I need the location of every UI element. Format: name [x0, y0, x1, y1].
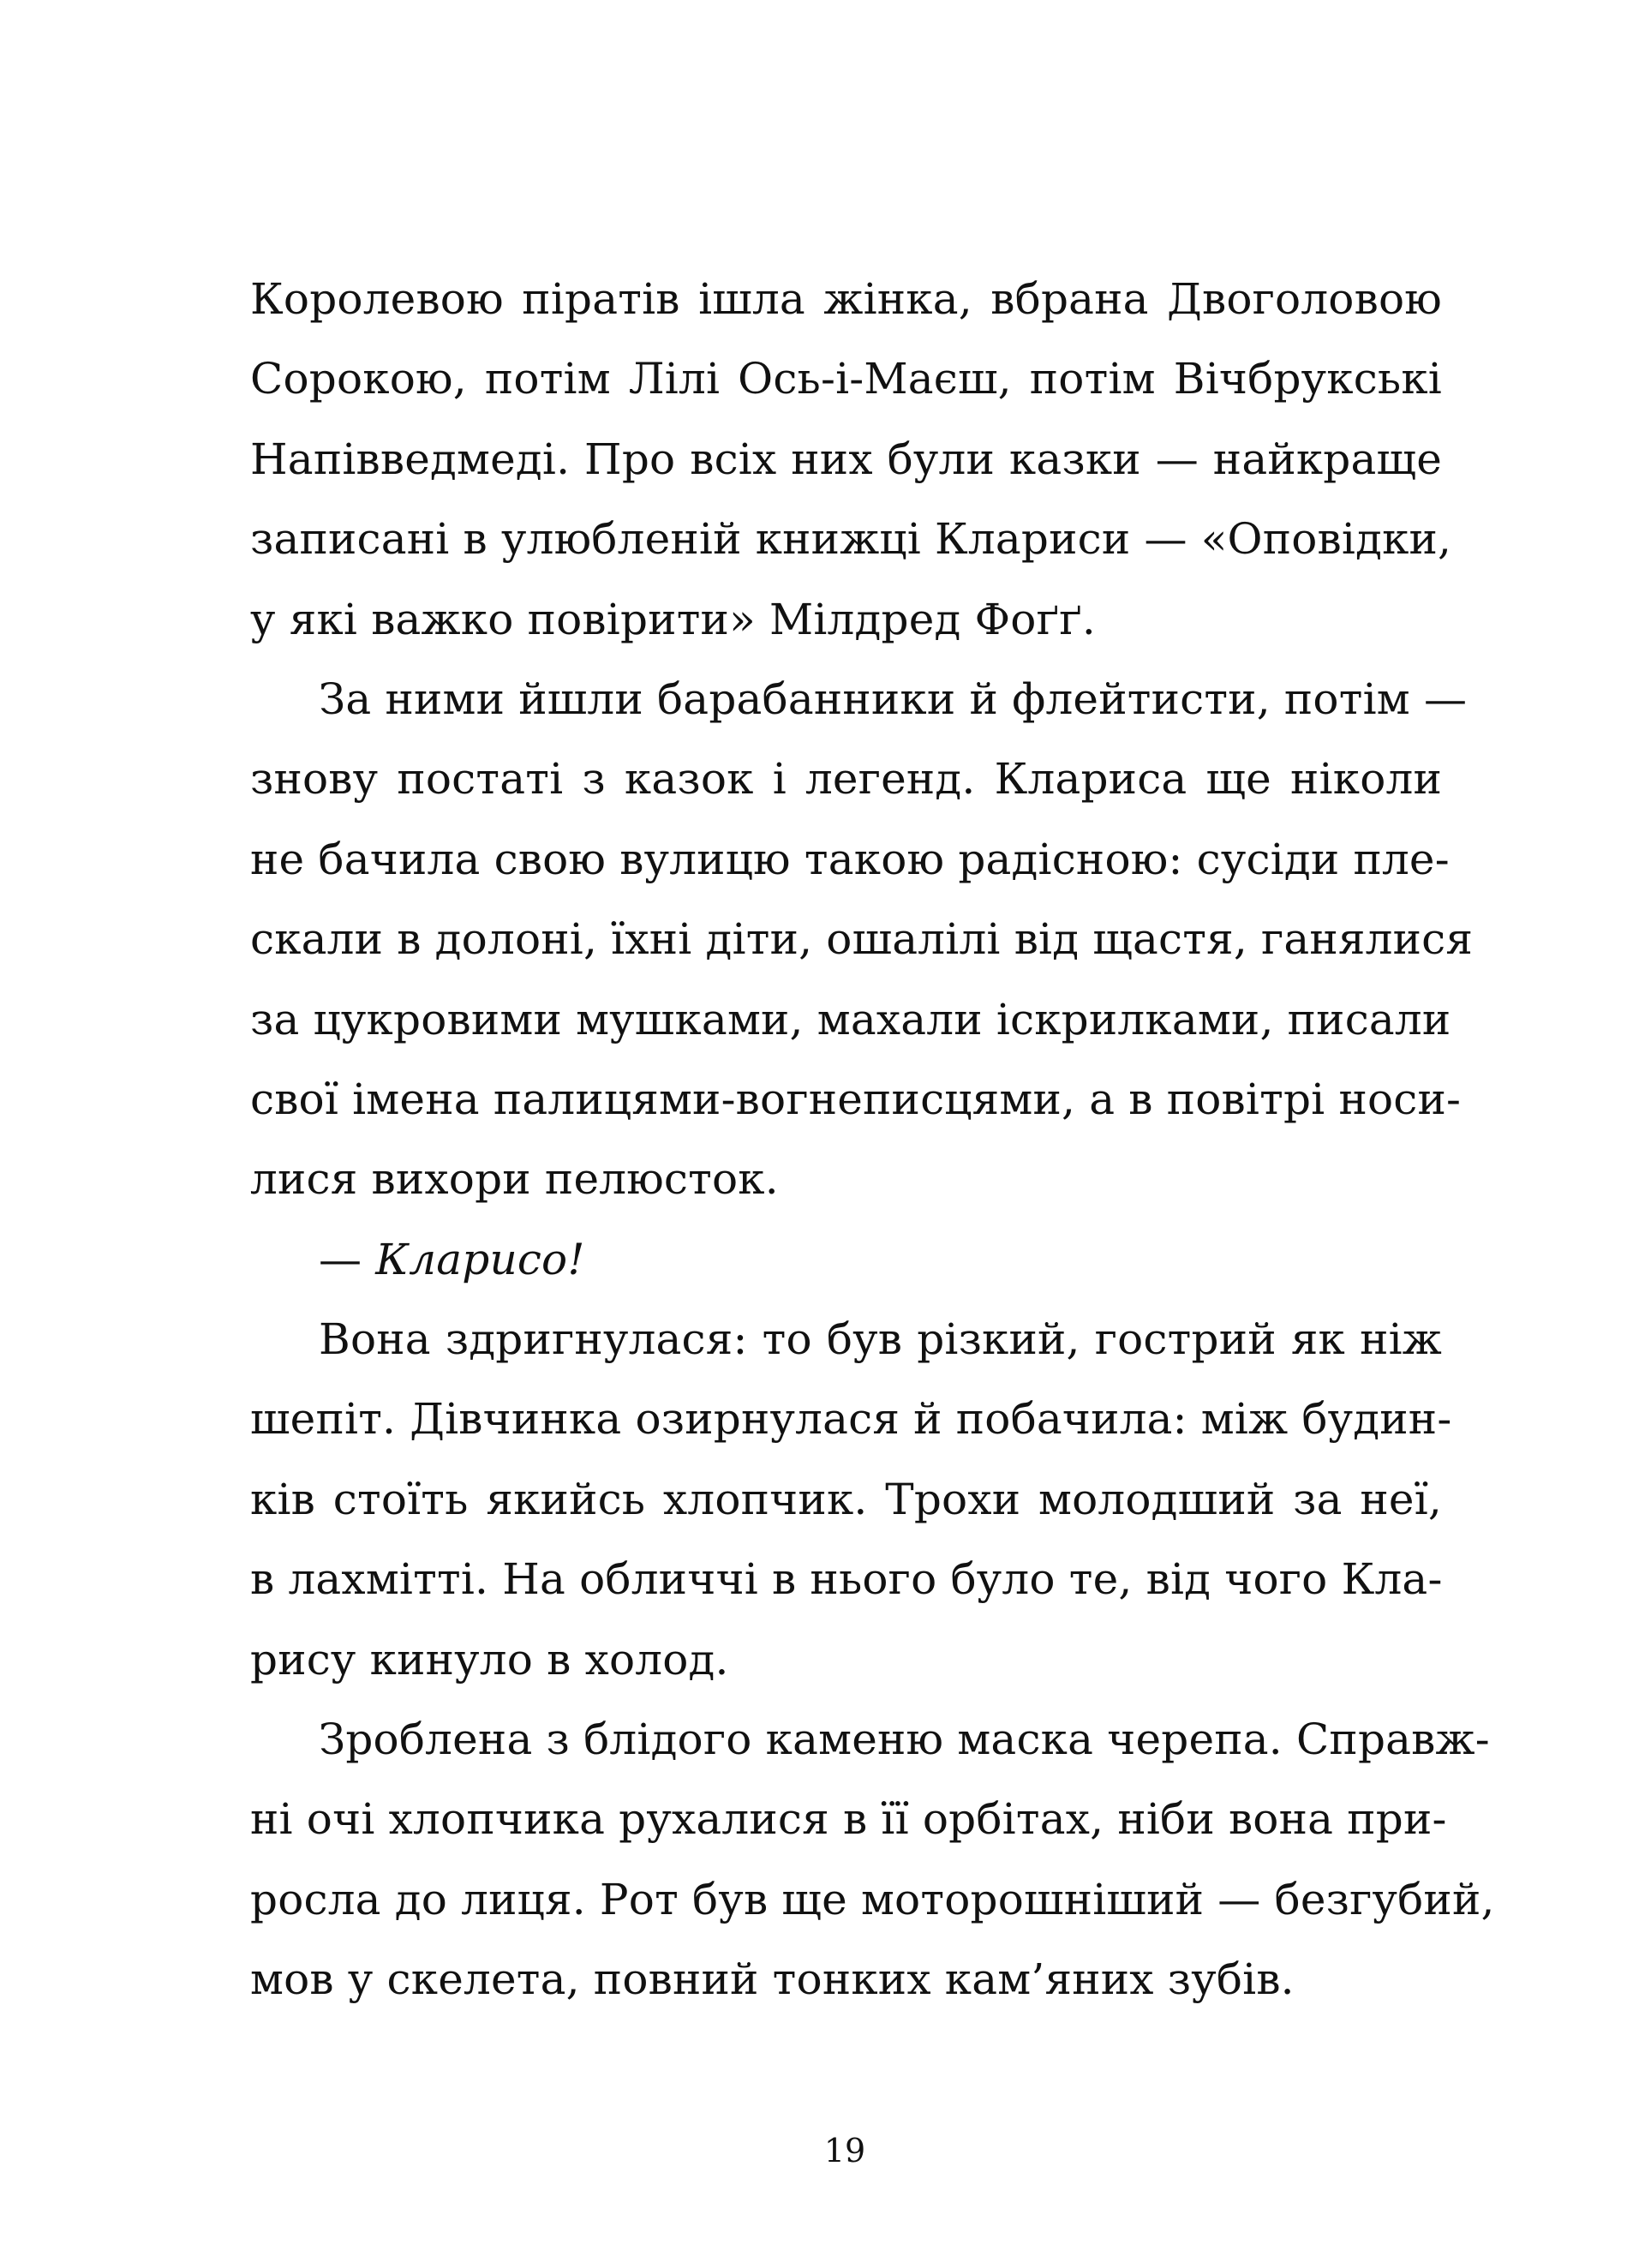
text-line: [250, 1220, 1442, 1300]
text-line: Напівведмеді. Про всіх них були казки — найкраще: [250, 434, 1442, 484]
text-line: шепіт. Дівчинка озирнулася й побачила: між будин-: [250, 1394, 1452, 1445]
text-line: свої імена палицями-вогнеписцями, а в повітрі носи-: [250, 1074, 1462, 1124]
text-line: не бачила свою вулицю такою радісною: сусіди пле-: [250, 834, 1450, 884]
text-line: Зроблена з блідого каменю маска черепа. Справж-: [319, 1714, 1490, 1765]
text-line: знову постаті з казок і легенд. Клариса ще ніколи: [250, 754, 1442, 805]
dialogue-line: [250, 1220, 1442, 1300]
text-line: за цукровими мушками, махали іскрилками, писали: [250, 994, 1451, 1044]
paragraph-2: [250, 660, 1474, 1220]
text-line: За ними йшли барабанники й флейтисти, потім —: [319, 673, 1468, 724]
paragraph-4: [250, 1700, 1495, 2020]
body-text: [250, 260, 1495, 2020]
text-line: записані в улюбленій книжці Клариси — «Оповідки,: [250, 514, 1452, 565]
text-line: Королевою піратів ішла жінка, вбрана Двоголовою: [250, 274, 1442, 324]
text-line: у які важко повірити» Мілдред Фоґґ.: [250, 594, 1096, 644]
text-line: ні очі хлопчика рухалися в її орбітах, ніби вона при-: [250, 1794, 1447, 1845]
text-line: мов у скелета, повний тонких кам’яних зубів.: [250, 1954, 1295, 2005]
text-line: Вона здригнулася: то був різкий, гострий як ніж: [319, 1314, 1442, 1365]
text-line: ків стоїть якийсь хлопчик. Трохи молодший за неї,: [250, 1474, 1442, 1524]
text-line: в лахмітті. На обличчі в нього було те, від чого Кла-: [250, 1554, 1443, 1605]
paragraph-3: [250, 1300, 1452, 1700]
page-number: 19: [823, 2132, 866, 2169]
text-line: росла до лиця. Рот був ще моторошніший — безгубий,: [250, 1874, 1495, 1924]
dialogue-dash: —: [319, 1234, 362, 1284]
text-line: скали в долоні, їхні діти, ошалілі від щастя, ганялися: [250, 914, 1474, 965]
paragraph-1: [250, 260, 1452, 660]
text-line: рису кинуло в холод.: [250, 1634, 729, 1685]
text-line: лися вихори пелюсток.: [250, 1154, 779, 1205]
text-line: Сорокою, потім Лілі Ось-і-Маєш, потім Вічбрукські: [250, 354, 1442, 404]
dialogue-speech: Кларисо!: [375, 1234, 585, 1284]
